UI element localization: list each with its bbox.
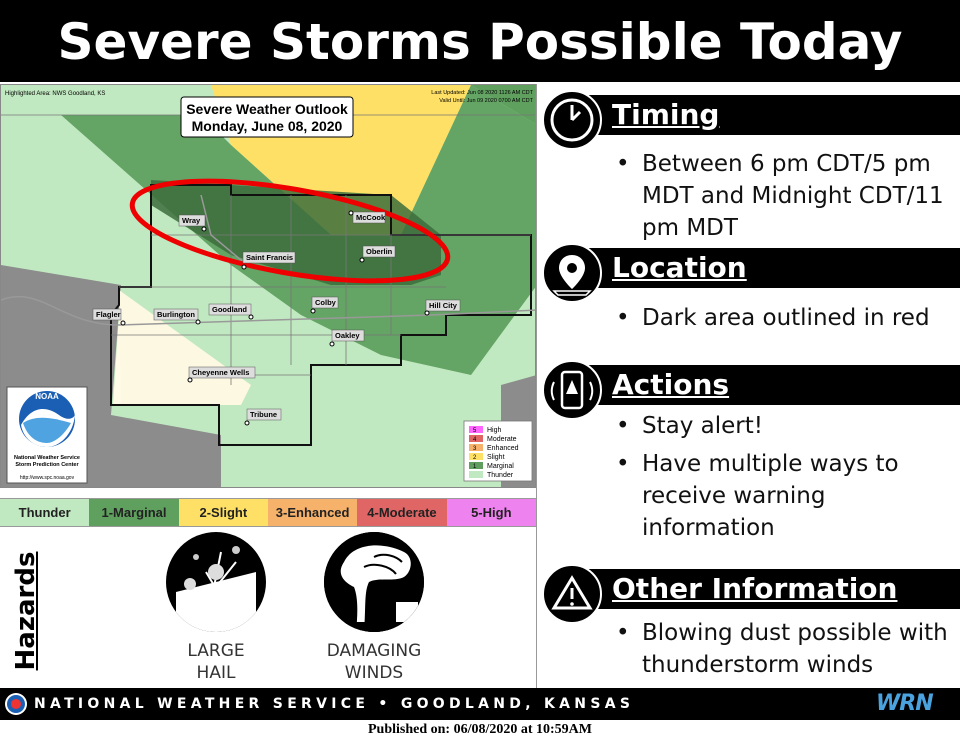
other-info-bullet: • Blowing dust possible with thunderstorm winds — [616, 617, 956, 681]
other-info-heading: Other Information — [612, 572, 898, 605]
svg-text:Moderate: Moderate — [487, 436, 517, 443]
hazards-panel — [0, 530, 536, 686]
svg-text:Enhanced: Enhanced — [487, 445, 519, 452]
city-mccook — [349, 211, 386, 223]
last-updated-label: Last Updated: Jun 08 2020 1126 AM CDT — [431, 90, 533, 96]
legend-item-4-moderate: 4-Moderate — [357, 499, 446, 526]
key-row-slight — [469, 453, 505, 461]
actions-bullet-1: • Stay alert! — [616, 410, 956, 442]
wind-tree-icon — [324, 532, 424, 632]
risk-legend — [0, 498, 536, 527]
svg-text:Cheyenne Wells: Cheyenne Wells — [192, 368, 250, 377]
key-row-moderate — [469, 435, 517, 443]
svg-text:Tribune: Tribune — [250, 410, 278, 419]
svg-text:Marginal: Marginal — [487, 463, 514, 470]
svg-text:1: 1 — [473, 464, 477, 470]
footer-bar — [0, 688, 960, 720]
clock-icon — [542, 90, 602, 150]
outlook-map — [0, 84, 536, 488]
svg-text:http://www.spc.noaa.gov: http://www.spc.noaa.gov — [19, 475, 75, 481]
hail-caption-1: LARGE — [187, 641, 245, 661]
legend-item-3-enhanced: 3-Enhanced — [268, 499, 357, 526]
hail-caption-2: HAIL — [196, 663, 236, 683]
highlighted-area-label: Highlighted Area: NWS Goodland, KS — [5, 91, 106, 97]
svg-text:Goodland: Goodland — [212, 305, 247, 314]
svg-text:Saint Francis: Saint Francis — [246, 253, 294, 262]
svg-text:Colby: Colby — [315, 298, 336, 307]
timing-bullet: • Between 6 pm CDT/5 pm MDT and Midnight CDT/11 pm MDT — [616, 148, 956, 244]
svg-text:Thunder: Thunder — [487, 472, 514, 479]
legend-item-thunder: Thunder — [0, 499, 89, 526]
svg-text:Slight: Slight — [487, 454, 505, 461]
warning-icon — [542, 564, 602, 624]
key-row-enhanced — [469, 444, 519, 452]
svg-text:3: 3 — [473, 446, 477, 452]
location-list — [616, 302, 956, 340]
column-divider — [536, 84, 537, 688]
svg-text:5: 5 — [473, 428, 477, 434]
outlook-date: Monday, June 08, 2020 — [191, 118, 343, 134]
damaging-winds-hazard — [309, 532, 439, 684]
wrn-logo: WRN — [876, 691, 933, 716]
svg-text:4: 4 — [473, 437, 477, 443]
key-row-thunder — [469, 471, 514, 479]
legend-item-1-marginal: 1-Marginal — [89, 499, 178, 526]
actions-bullet-2: • Have multiple ways to receive warning information — [616, 448, 956, 544]
info-panel — [538, 84, 960, 688]
nws-logo-icon — [4, 692, 28, 716]
map-pin-icon — [542, 243, 602, 303]
timing-header — [538, 90, 960, 140]
svg-text:Storm Prediction Center: Storm Prediction Center — [15, 462, 79, 468]
wind-caption-2: WINDS — [344, 663, 404, 683]
svg-text:Oakley: Oakley — [335, 331, 360, 340]
location-heading: Location — [612, 251, 747, 284]
svg-text:Oberlin: Oberlin — [366, 247, 393, 256]
timing-list — [616, 148, 956, 250]
location-header — [538, 243, 960, 293]
legend-item-5-high: 5-High — [447, 499, 536, 526]
wind-caption-1: DAMAGING — [326, 641, 422, 661]
legend-item-2-slight: 2-Slight — [179, 499, 268, 526]
svg-text:National Weather Service: National Weather Service — [14, 455, 80, 461]
risk-key — [464, 421, 532, 481]
outlook-title: Severe Weather Outlook — [186, 101, 348, 117]
other-info-list — [616, 617, 956, 687]
office-name: NATIONAL WEATHER SERVICE • GOODLAND, KANSAS — [34, 696, 635, 712]
actions-heading: Actions — [612, 368, 730, 401]
svg-text:NOAA: NOAA — [35, 392, 59, 401]
svg-text:Wray: Wray — [182, 216, 201, 225]
noaa-logo — [7, 387, 87, 483]
other-info-header — [538, 564, 960, 614]
valid-until-label: Valid Until: Jun 09 2020 0700 AM CDT — [439, 98, 533, 104]
phone-alert-icon — [542, 360, 602, 420]
svg-text:McCook: McCook — [356, 213, 386, 222]
published-timestamp: Published on: 06/08/2020 at 10:59AM — [367, 722, 592, 737]
svg-text:Hill City: Hill City — [429, 301, 457, 310]
actions-header — [538, 360, 960, 410]
actions-list — [616, 410, 956, 550]
svg-text:Flagler: Flagler — [96, 310, 121, 319]
page-title: Severe Storms Possible Today — [0, 0, 960, 82]
svg-text:High: High — [487, 427, 502, 434]
timing-heading: Timing — [612, 98, 720, 131]
svg-text:2: 2 — [473, 455, 477, 461]
svg-text:Burlington: Burlington — [157, 310, 195, 319]
large-hail-hazard — [151, 532, 281, 684]
key-row-marginal — [469, 462, 514, 470]
location-bullet: • Dark area outlined in red — [616, 302, 956, 334]
hail-icon — [166, 532, 266, 632]
hazards-heading: Hazards — [11, 551, 41, 671]
